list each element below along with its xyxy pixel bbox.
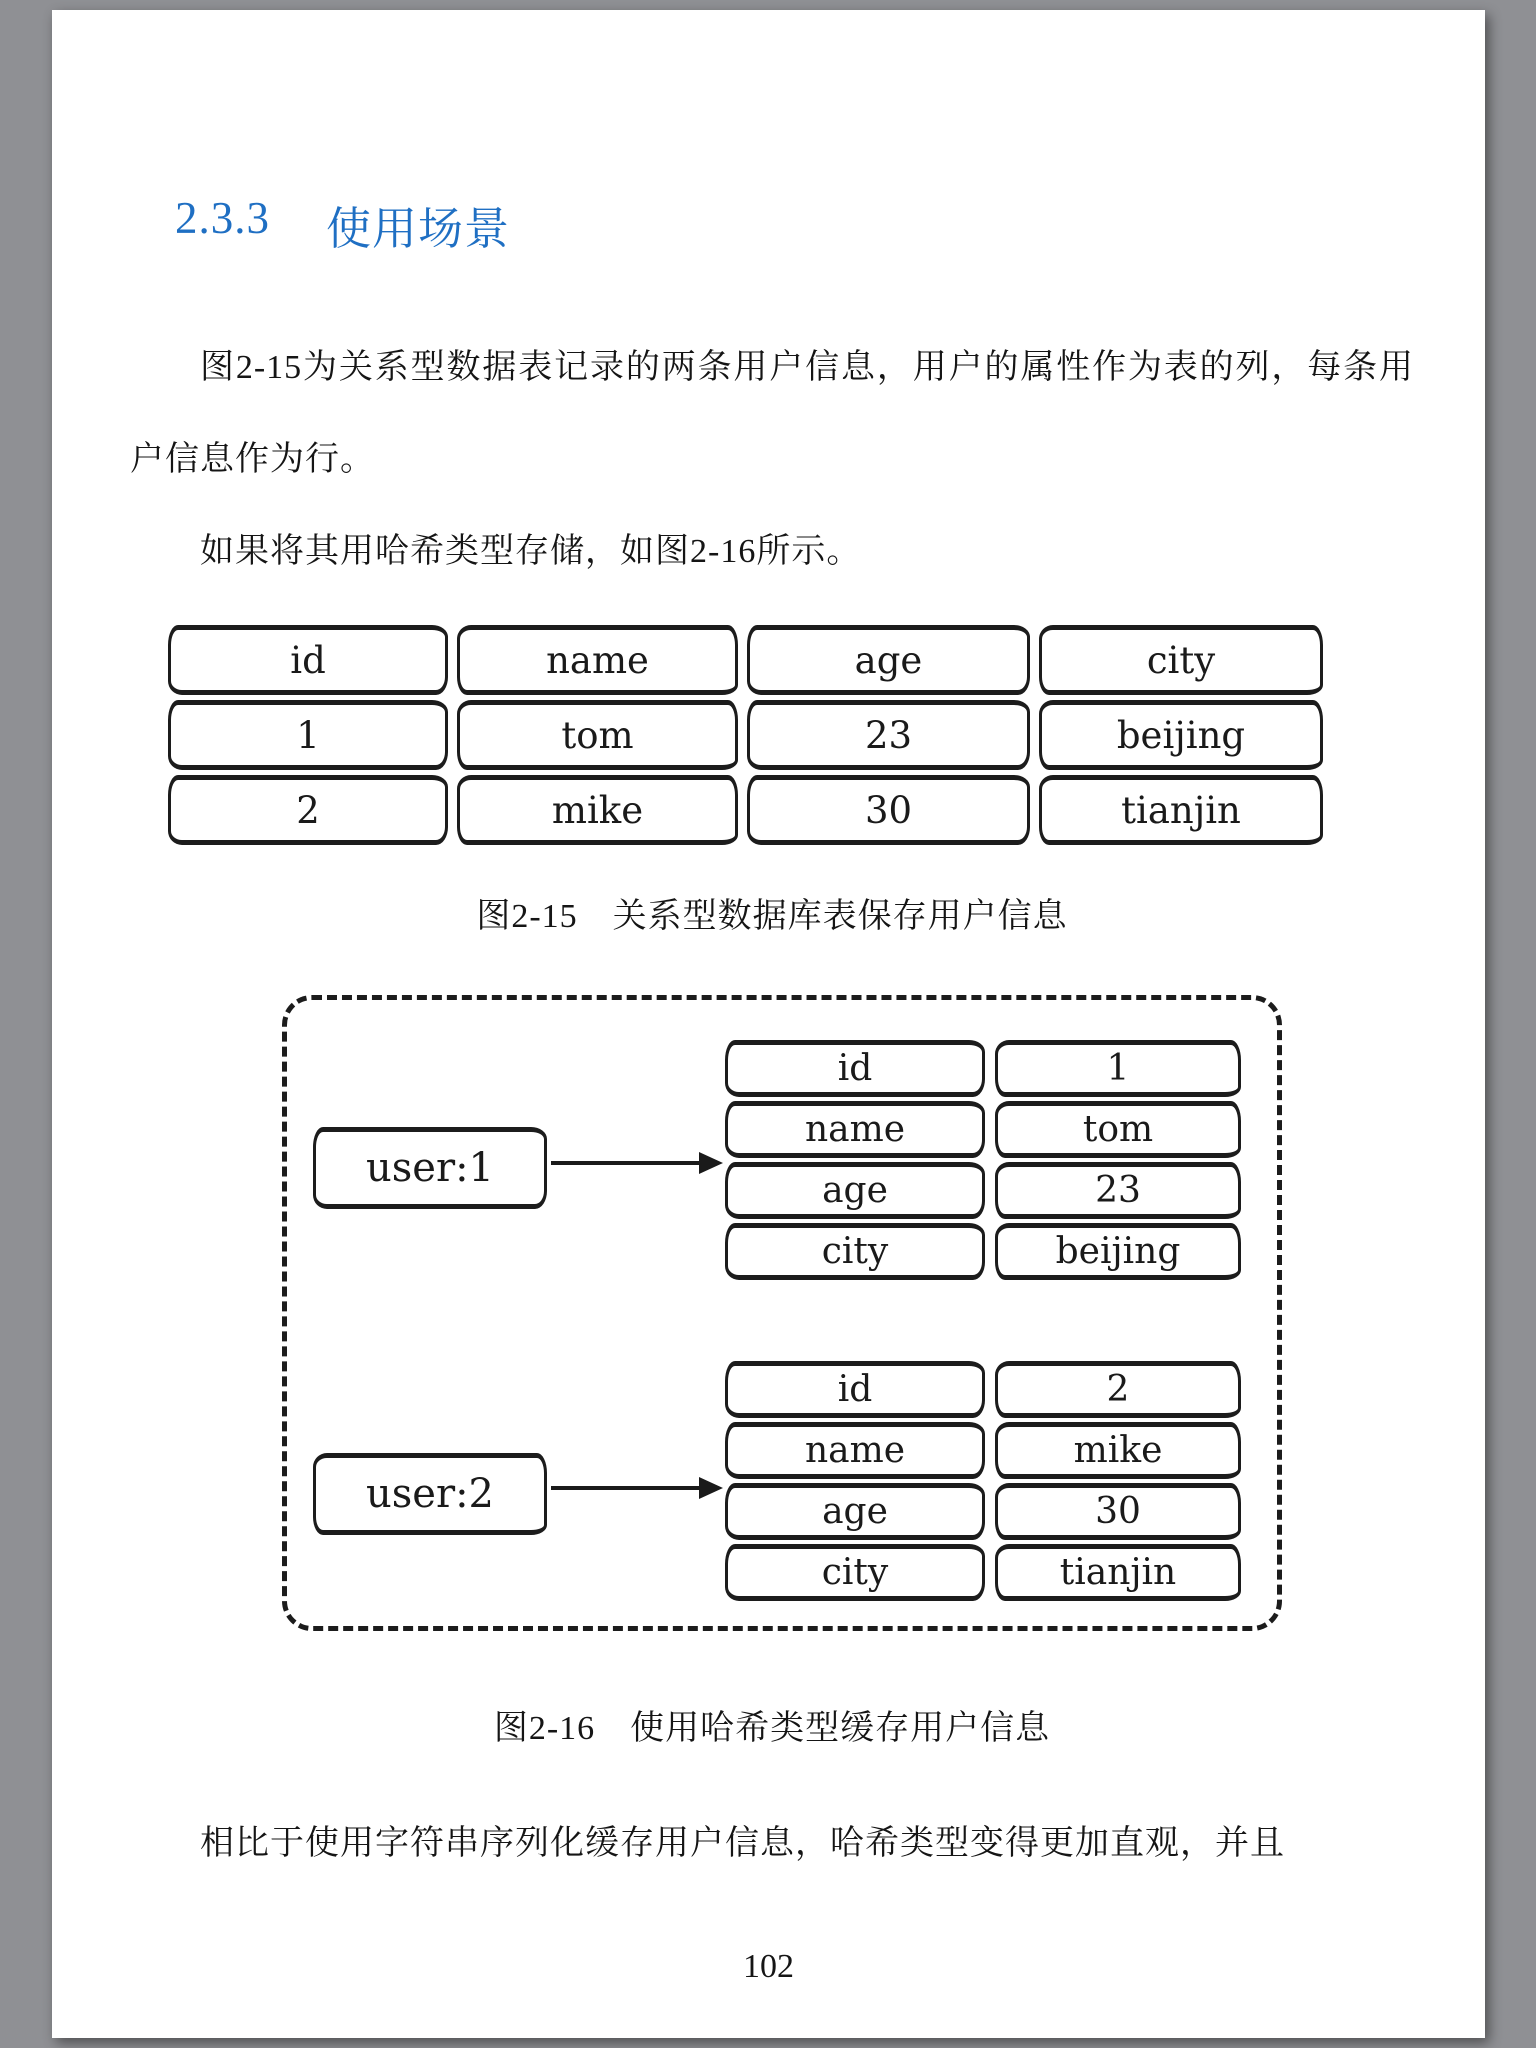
section-title: 使用场景 [326,204,511,254]
arrow-head [699,1152,723,1174]
hash-field-cell: id [725,1040,985,1097]
figure-2-15-table [168,625,1328,847]
table-cell: 23 [747,700,1030,770]
hash-value-cell: mike [995,1422,1241,1479]
hash-value-cell: 30 [995,1483,1241,1540]
hash-value-cell: 2 [995,1361,1241,1418]
table-cell: tom [457,700,738,770]
hash-key-box: user:1 [313,1127,547,1209]
table-cell: mike [457,775,738,845]
section-number: 2.3.3 [175,193,270,243]
hash-value-cell: 23 [995,1162,1241,1219]
hash-field-cell: city [725,1223,985,1280]
paragraph-comparison: 相比于使用字符串序列化缓存用户信息，哈希类型变得更加直观，并且 [200,1825,1285,1862]
hash-field-cell: id [725,1361,985,1418]
paragraph-intro-table: 图2-15为关系型数据表记录的两条用户信息，用户的属性作为表的列，每条用户信息作为行。 [130,349,1414,478]
hash-field-cell: name [725,1422,985,1479]
section-heading [175,192,510,257]
hash-field-cell: city [725,1544,985,1601]
paragraph-intro-hash: 如果将其用哈希类型存储，如图2-16所示。 [200,533,862,570]
arrow-head [699,1477,723,1499]
hash-key-box: user:2 [313,1453,547,1535]
hash-value-cell: tianjin [995,1544,1241,1601]
hash-field-cell: name [725,1101,985,1158]
hash-fields-table [725,1361,1241,1601]
hash-field-cell: age [725,1162,985,1219]
table-cell: 1 [168,700,448,770]
table-header-cell: age [747,625,1030,695]
table-cell: 30 [747,775,1030,845]
page-number: 102 [743,1948,794,1985]
arrow-right-icon [551,1145,723,1181]
hash-value-cell: beijing [995,1223,1241,1280]
table-cell: tianjin [1039,775,1323,845]
book-page [52,10,1485,2038]
hash-fields-table [725,1040,1241,1280]
table-cell: 2 [168,775,448,845]
hash-value-cell: tom [995,1101,1241,1158]
table-header-cell: name [457,625,738,695]
figure-2-16-diagram [282,995,1282,1631]
arrow-right-icon [551,1470,723,1506]
figure-2-15-caption: 图2-15 关系型数据库表保存用户信息 [476,898,1068,935]
figure-2-16-caption: 图2-16 使用哈希类型缓存用户信息 [493,1710,1051,1747]
table-header-cell: id [168,625,448,695]
hash-value-cell: 1 [995,1040,1241,1097]
hash-field-cell: age [725,1483,985,1540]
table-header-cell: city [1039,625,1323,695]
arrow-line [551,1161,699,1165]
arrow-line [551,1486,699,1490]
table-cell: beijing [1039,700,1323,770]
